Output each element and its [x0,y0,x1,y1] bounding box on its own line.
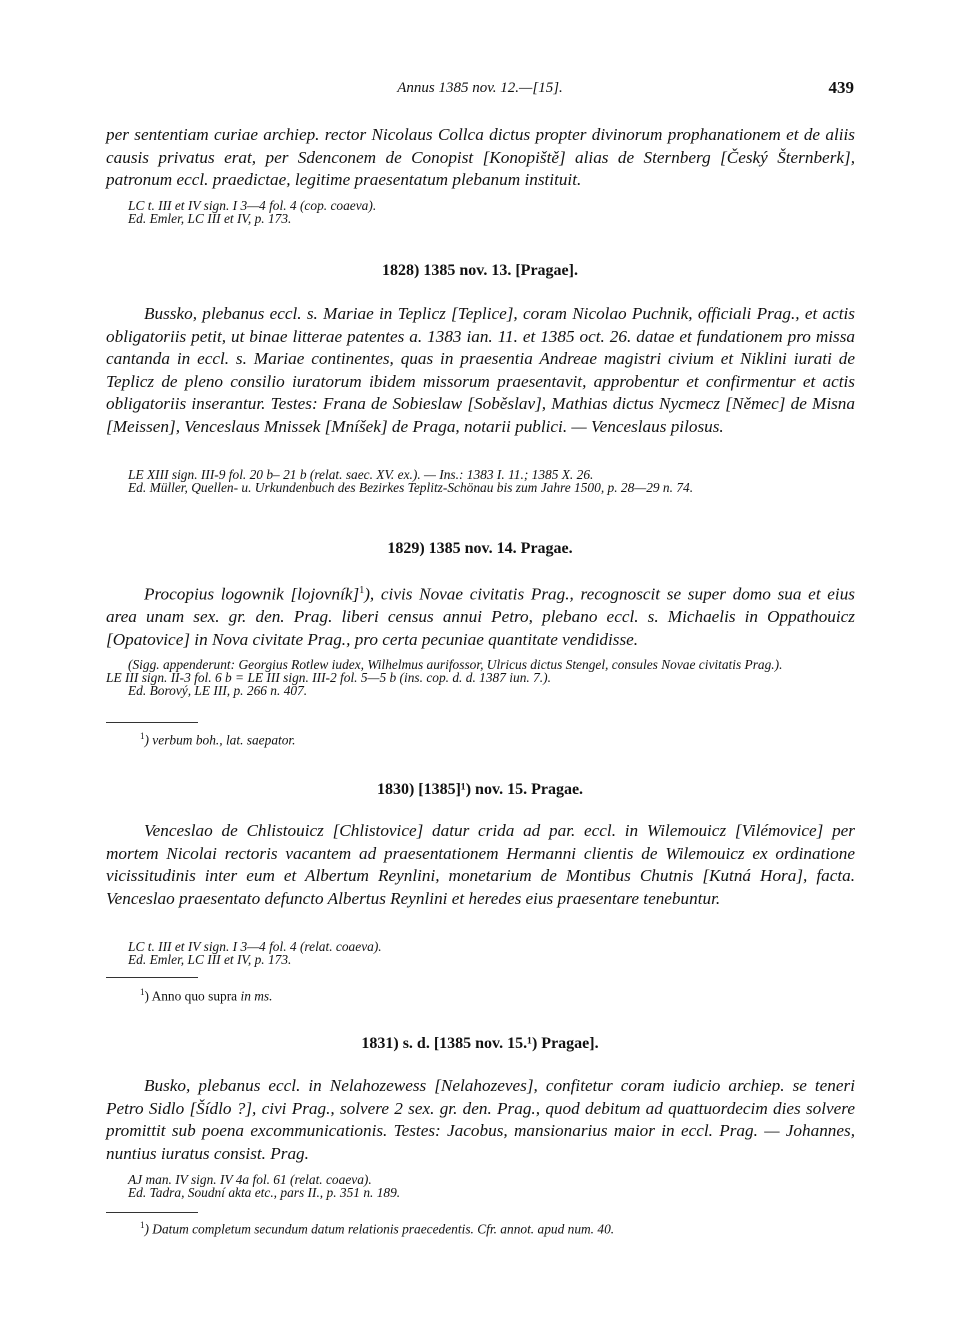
entry-1830-heading: 1830) [1385]¹) nov. 15. Pragae. [376,781,584,798]
entry-1827-sources [106,199,855,225]
footnote-marker: 1 [140,731,145,741]
footnote-text: ) Datum completum secundum datum relationis praecedentis. Cfr. annot. apud num. 40. [144,1221,615,1237]
entry-1830-sources [106,940,855,966]
entry-1831-sources [106,1173,855,1199]
running-title: Annus 1385 nov. 12.—[15]. [397,80,563,96]
source-line: AJ man. IV sign. IV 4a fol. 61 (relat. coaeva). [128,1172,372,1187]
entry-1830-text: Venceslao de Chlistouicz [Chlistovice] datur crida ad par. eccl. in Wilemouicz [Vilémovice] per mortem Nicolai rectoris vacantem ad praesentationem Hermanni clientis de Wilemouicz ex ordinatione vicissitudinis inter eum et Albertum Reynlini, monetarium de Montibus Chutnis [Kutná Hora], facta. Venceslao praesentato defuncto Albertus Reynlini et heredes eius praesentare tenebuntur. [106,821,855,908]
text-part: Procopius logownik [lojovník] [144,584,360,604]
source-line: LE III sign. II-3 fol. 6 b = LE III sign. III-2 fol. 5—5 b (ins. cop. d. d. 1387 iun. 7.). [106,670,551,685]
source-line: Ed. Müller, Quellen- u. Urkundenbuch des Bezirkes Teplitz-Schönau bis zum Jahre 1500, p. 28—29 n. 74. [128,480,694,495]
footnote-text: in ms. [240,988,273,1004]
page-header [0,78,960,102]
source-line: Ed. Tadra, Soudní akta etc., pars II., p. 351 n. 189. [128,1185,401,1200]
entry-1830-footnote [140,987,272,1004]
entry-1829-heading: 1829) 1385 nov. 14. Pragae. [387,540,573,557]
entry-1829-footnote [140,731,296,748]
footnote-divider [106,722,198,723]
entry-1829-text [106,580,855,651]
footnote-marker: 1 [140,1220,145,1230]
source-line: LC t. III et IV sign. I 3—4 fol. 4 (relat. coaeva). [128,939,382,954]
entry-1831-text: Busko, plebanus eccl. in Nelahozewess [Nelahozeves], confitetur coram iudicio archiep. se teneri Petro Sidlo [Šídlo ?], civi Prag., solvere 2 sex. gr. den. Prag., quod debitum ad quattuordecim dies solvere promittit sub poena excommunicationis. Testes: Jacobus, mansionarius maior in eccl. Prag. — Johannes, nuntius iuratus consist. Prag. [106,1076,855,1163]
source-line: Ed. Emler, LC III et IV, p. 173. [128,952,292,967]
footnote-text: ) verbum boh., lat. saepator. [144,732,296,748]
source-line: Ed. Emler, LC III et IV, p. 173. [128,211,292,226]
footnote-text: ) Anno quo supra [144,988,241,1004]
entry-1829-sources [106,658,855,697]
footnote-divider [106,1212,198,1213]
source-line: LE XIII sign. III-9 fol. 20 b– 21 b (relat. saec. XV. ex.). — Ins.: 1383 I. 11.; 1385 X. 26. [128,467,594,482]
source-line: LC t. III et IV sign. I 3—4 fol. 4 (cop. coaeva). [128,198,377,213]
entry-1827-text: per sententiam curiae archiep. rector Nicolaus Collca dictus propter divinorum prophanationem et de aliis causis privatus erat, per Sdenconem de Conopist [Konopiště] alias de Sternberg [Český Šternberk], patronum eccl. praedictae, legitime praesentatum plebanum instituit. [106,125,855,189]
footnote-divider [106,977,198,978]
entry-1828-heading: 1828) 1385 nov. 13. [Pragae]. [382,262,578,279]
source-line: (Sigg. appenderunt: Georgius Rotlew iudex, Wilhelmus aurifossor, Ulricus dictus Stengel, consules Novae civitatis Prag.). [128,657,783,672]
entry-1831-heading: 1831) s. d. [1385 nov. 15.¹) Pragae]. [361,1035,599,1052]
footnote-marker: 1 [359,585,365,596]
page-number: 439 [828,78,854,97]
source-line: Ed. Borový, LE III, p. 266 n. 407. [128,683,308,698]
entry-1831-footnote [140,1220,614,1237]
footnote-marker: 1 [140,987,145,997]
text-part: ), civis Novae civitatis Prag., recognoscit se super domo sua et eius area unam sex. gr. den. Prag. liberi census annui Petro, plebano eccl. s. Michaelis in Oppathouicz [Opatovice] in Nova civitate Prag., pro certa pecuniae quantitate vendidisse. [106,584,855,649]
entry-1828-text: Bussko, plebanus eccl. s. Mariae in Teplicz [Teplice], coram Nicolao Puchnik, officiali Prag., et actis obligatoriis petit, ut binae litterae patentes a. 1383 ian. 11. et 1385 oct. 26. datae et fundationem pro missa cantanda in eccl. s. Mariae continentes, quas in praesentia Andreae magistri civium et Niklini iurati de Teplicz de pleno consilio iuratorum ibidem missorum praesentavit, approbentur et confirmentur et actis obligatoriis inserantur. Testes: Frana de Sobieslaw [Soběslav], Mathias dictus Nycmecz [Němec] de Misna [Meissen], Venceslaus Mnissek [Mníšek] de Praga, notarii publici. — Venceslaus pilosus. [106,304,855,436]
entry-1828-sources [106,468,855,494]
